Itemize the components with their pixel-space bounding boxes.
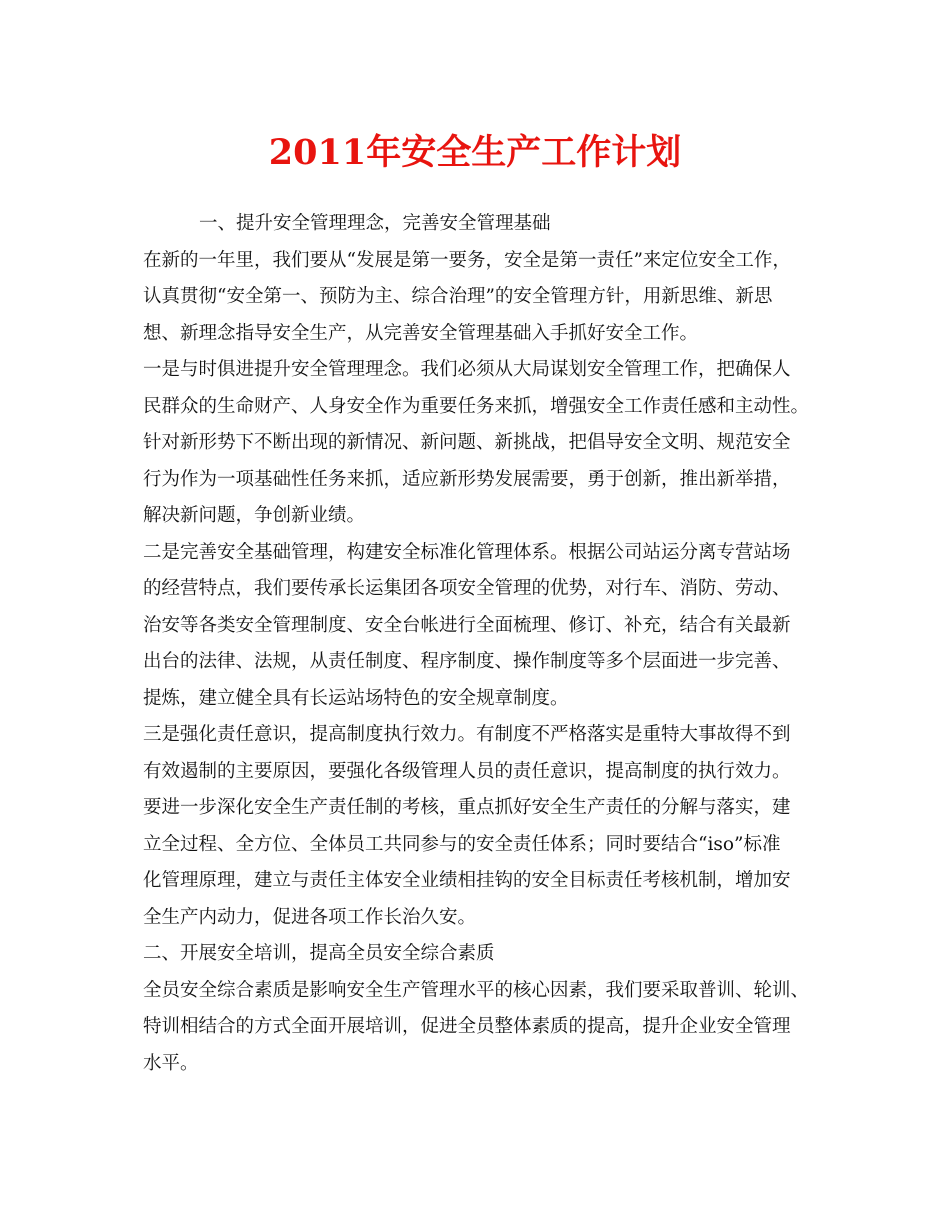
text-line: 水平。 bbox=[143, 1052, 199, 1074]
text-line: 一是与时俱进提升安全管理理念。我们必须从大局谋划安全管理工作，把确保人 bbox=[143, 359, 791, 380]
text-line: 在新的一年里，我们要从“发展是第一要务，安全是第一责任”来定位安全工作， bbox=[143, 249, 791, 271]
document-body bbox=[143, 206, 808, 1082]
text-line: 出台的法律、法规，从责任制度、程序制度、操作制度等多个层面进一步完善、 bbox=[143, 651, 791, 672]
text-line: 认真贯彻“安全第一、预防为主、综合治理”的安全管理方针，用新思维、新思 bbox=[143, 286, 773, 307]
text-line: 针对新形势下不断出现的新情况、新问题、新挑战，把倡导安全文明、规范安全 bbox=[143, 432, 791, 453]
text-line: 立全过程、全方位、全体员工共同参与的安全责任体系；同时要结合“iso”标准 bbox=[143, 833, 781, 855]
text-line: 特训相结合的方式全面开展培训，促进全员整体素质的提高，提升企业安全管理 bbox=[143, 1016, 791, 1037]
text-line: 解决新问题，争创新业绩。 bbox=[143, 505, 366, 526]
text-line: 化管理原理，建立与责任主体安全业绩相挂钩的安全目标责任考核机制，增加安 bbox=[143, 870, 791, 891]
text-line: 有效遏制的主要原因，要强化各级管理人员的责任意识，提高制度的执行效力。 bbox=[143, 760, 791, 782]
section-heading-1: 一、提升安全管理理念，完善安全管理基础 bbox=[199, 213, 551, 234]
text-line: 要进一步深化安全生产责任制的考核，重点抓好安全生产责任的分解与落实，建 bbox=[143, 797, 791, 818]
text-line: 治安等各类安全管理制度、安全台帐进行全面梳理、修订、补充，结合有关最新 bbox=[143, 614, 791, 636]
text-line: 的经营特点，我们要传承长运集团各项安全管理的优势，对行车、消防、劳动、 bbox=[143, 578, 791, 599]
text-line: 民群众的生命财产、人身安全作为重要任务来抓，增强安全工作责任感和主动性。 bbox=[143, 395, 810, 417]
text-line: 行为作为一项基础性任务来抓，适应新形势发展需要，勇于创新，推出新举措， bbox=[143, 468, 791, 490]
text-line: 全员安全综合素质是影响安全生产管理水平的核心因素，我们要采取普训、轮训、 bbox=[143, 979, 810, 1001]
text-line: 想、新理念指导安全生产，从完善安全管理基础入手抓好安全工作。 bbox=[143, 322, 699, 344]
section-heading-2: 二、开展安全培训，提高全员安全综合素质 bbox=[143, 943, 495, 964]
text-line: 全生产内动力，促进各项工作长治久安。 bbox=[143, 906, 477, 928]
document-title: 2011年安全生产工作计划 bbox=[268, 132, 682, 173]
text-line: 提炼，建立健全具有长运站场特色的安全规章制度。 bbox=[143, 687, 569, 709]
text-line: 二是完善安全基础管理，构建安全标准化管理体系。根据公司站运分离专营站场 bbox=[143, 541, 791, 563]
text-line: 三是强化责任意识，提高制度执行效力。有制度不严格落实是重特大事故得不到 bbox=[143, 724, 791, 745]
